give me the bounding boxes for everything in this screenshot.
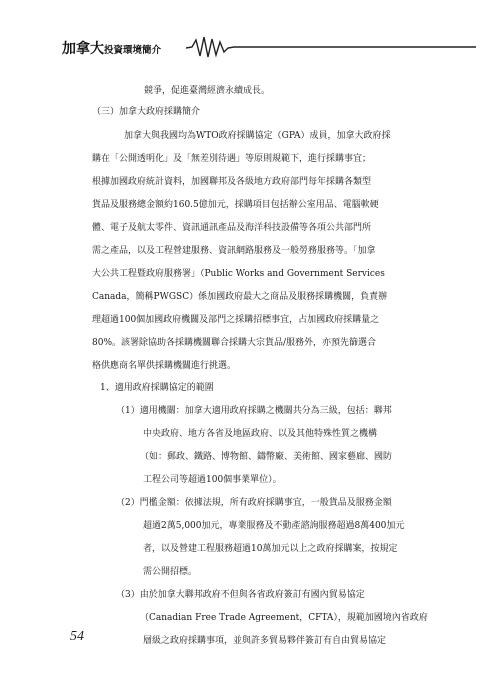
body-line: 競爭，促進臺灣經濟永續成長。 [144,86,271,96]
section-heading: （三）加拿大政府採購簡介 [92,107,201,117]
header-title-main: 加拿大 [62,41,104,57]
list-item: （1）適用機關：加拿大適用政府採購之機關共分為三級，包括：聯邦 [116,406,392,416]
list-item-continuation: （如：郵政、鐵路、博物館、鑄幣廠、美術館、國家藝廊、國防 [140,452,393,462]
body-line: 貨品及服務總金額約160.5億加元，採購項目包括辦公室用品、電腦軟硬 [92,200,379,210]
subsection-heading: 1、適用政府採購協定的範圍 [100,383,214,393]
body-line: 加拿大與我國均為WTO政府採購協定（GPA）成員，加拿大政府採 [124,131,391,141]
list-item-continuation: 中央政府、地方各省及地區政府、以及其他特殊性質之機構 [143,429,378,439]
page-number: 54 [70,629,84,644]
body-line: Canada，簡稱PWGSC）係加國政府最大之商品及服務採購機關，負責辦 [92,292,388,302]
body-line: 格供應商名單供採購機關進行挑選。 [92,361,237,371]
list-item-continuation: 工程公司等超過100個事業單位）。 [143,475,282,485]
list-item-continuation: 層級之政府採購事項，並與許多貿易夥伴簽訂有自由貿易協定 [143,636,387,646]
list-item: （2）門檻金額：依據法規，所有政府採購事宜，一般貨品及服務金額 [116,498,392,508]
body-line: 根據加國政府統計資料，加國聯邦及各級地方政府部門每年採購各類型 [92,177,372,187]
body-line: 80%。該署除協助各採購機關聯合採購大宗貨品/服務外，亦預先篩選合 [92,338,377,348]
body-line: 理超過100個加國政府機關及部門之採購招標事宜，占加國政府採購量之 [92,315,380,325]
header-title-sub: 投資環境簡介 [104,45,162,56]
body-line: 大公共工程暨政府服務署」（Public Works and Government Services [92,269,385,279]
running-header [0,0,480,60]
header-title [62,38,161,58]
header-wave-line [186,34,476,60]
list-item: （3）由於加拿大聯邦政府不但與各省政府簽訂有國內貿易協定 [116,590,365,600]
list-item-continuation: （Canadian Free Trade Agreement，CFTA），規範加國境內省政府 [140,613,428,623]
list-item-continuation: 需公開招標。 [143,567,198,577]
body-line: 體、電子及航太零件、資訊通訊產品及海洋科技設備等各項公共部門所 [92,223,372,233]
body-line: 購在「公開透明化」及「無差別待遇」等原則規範下，進行採購事宜； [92,154,372,164]
list-item-continuation: 者，以及營建工程服務超過10萬加元以上之政府採購案，按規定 [143,544,398,554]
body-line: 需之產品，以及工程營建服務、資訊網路服務及一般勞務服務等。「加拿 [92,246,376,256]
list-item-continuation: 超過2萬5,000加元，專業服務及不動產諮詢服務超過8萬400加元 [143,521,405,531]
